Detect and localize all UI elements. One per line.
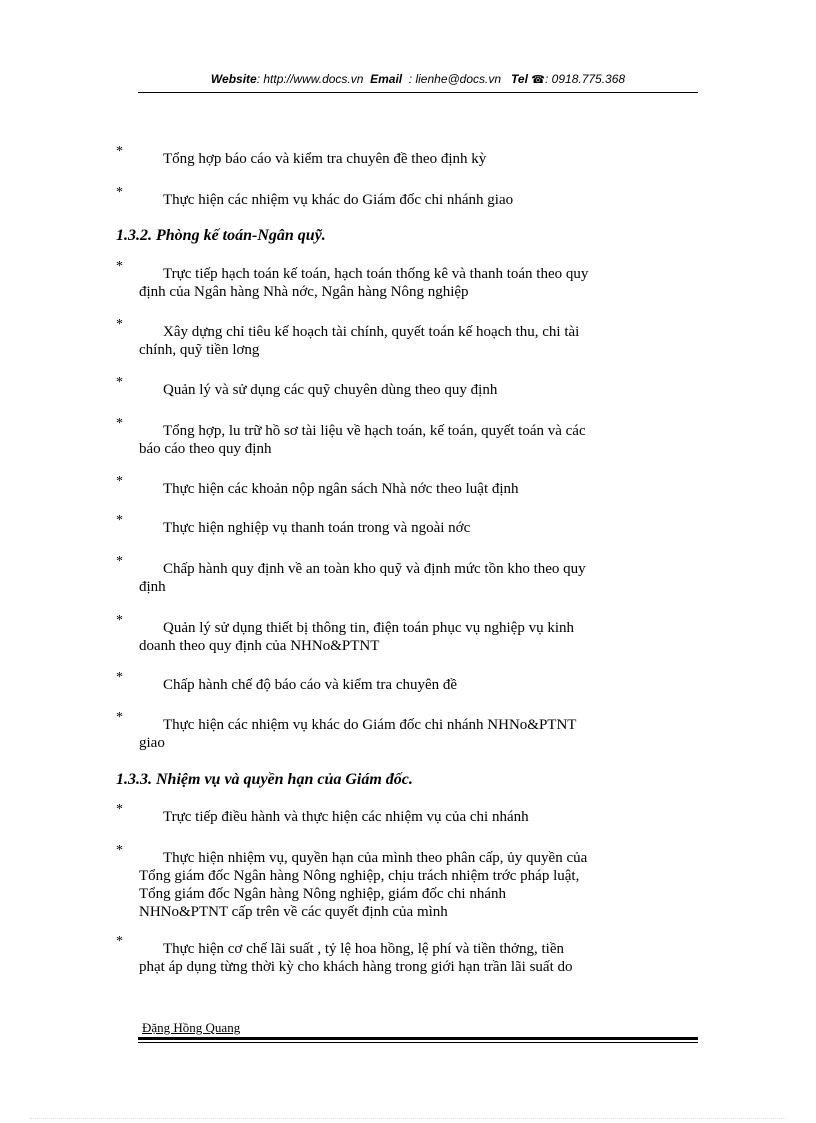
item-line: Quản lý sử dụng thiết bị thông tin, điện toán phục vụ nghiệp vụ kinh [163,620,575,636]
page-footer [138,1020,698,1043]
item-line: định của Ngân hàng Nhà nớc, Ngân hàng Nông nghiệp [139,284,469,300]
website-value: : http://www.docs.vn [256,72,364,86]
list-item [116,710,696,752]
tel-value: : 0918.775.368 [545,72,626,86]
list-item [116,185,696,209]
bullet-icon: * [116,934,123,949]
item-line: Tổng giám đốc Ngân hàng Nông nghiệp, giám đốc chi nhánh [139,886,507,902]
item-line: định [139,579,166,595]
item-line: Thực hiện cơ chế lãi suất , tỷ lệ hoa hồng, lệ phí và tiền thởng, tiền [163,941,564,957]
list-item [116,554,696,596]
item-line: phạt áp dụng từng thời kỳ cho khách hàng trong giới hạn trần lãi suất do [139,959,573,975]
item-line: Thực hiện các khoản nộp ngân sách Nhà nớc theo luật định [163,481,519,497]
list-item [116,513,696,537]
item-line: Xây dựng chỉ tiêu kế hoạch tài chính, quyết toán kế hoạch thu, chi tài [163,324,580,340]
tel-label: Tel [511,72,528,86]
item-line: giao [139,735,165,751]
bullet-icon: * [116,710,123,725]
item-line: Tổng hợp, lu trữ hồ sơ tài liệu về hạch toán, kế toán, quyết toán và các [163,423,586,439]
item-text: Thực hiện các nhiệm vụ khác do Giám đốc chi nhánh giao [163,192,514,208]
bullet-icon: * [116,843,123,858]
bullet-icon: * [116,613,123,628]
item-line: Thực hiện các nhiệm vụ khác do Giám đốc chi nhánh NHNo&PTNT [163,717,577,733]
item-line: Thực hiện nghiệp vụ thanh toán trong và ngoài nớc [163,520,471,536]
section-heading-132: 1.3.2. Phòng kế toán-Ngân quỹ. [116,227,326,244]
bullet-icon: * [116,802,123,817]
website-label: Website [210,72,257,86]
email-value: : lienhe@docs.vn [408,72,502,86]
list-item [116,802,696,826]
section-heading-133: 1.3.3. Nhiệm vụ và quyền hạn của Giám đốc. [116,771,413,788]
bullet-icon: * [116,416,123,431]
list-item [116,843,696,921]
list-item [116,317,696,359]
list-item [116,375,696,399]
item-line: Trực tiếp điều hành và thực hiện các nhiệm vụ của chi nhánh [163,809,529,825]
list-item [116,259,696,301]
item-line: Chấp hành chế độ báo cáo và kiểm tra chuyên đề [163,677,458,693]
item-text: Tổng hợp báo cáo và kiểm tra chuyên đề theo định kỳ [163,151,487,167]
list-item [116,670,696,694]
item-line: NHNo&PTNT cấp trên về các quyết định của mình [139,904,448,920]
list-item [116,144,696,168]
list-item [116,474,696,498]
footer-rule-thick [138,1037,698,1040]
page-header [138,70,698,93]
author-name: Đặng Hồng Quang [142,1020,241,1035]
bullet-icon: * [116,474,123,489]
list-item [116,934,696,976]
phone-icon: ☎ [531,74,545,86]
bullet-icon: * [116,317,123,332]
item-line: chính, quỹ tiền lơng [139,342,260,358]
page-edge-divider [30,1118,786,1119]
item-line: Trực tiếp hạch toán kế toán, hạch toán thống kê và thanh toán theo quy [163,266,589,282]
item-line: Tổng giám đốc Ngân hàng Nông nghiệp, chịu trách nhiệm trớc pháp luật, [139,868,580,884]
bullet-icon: * [116,375,123,390]
item-line: báo cáo theo quy định [139,441,272,457]
bullet-icon: * [116,185,123,200]
list-item [116,613,696,655]
list-item [116,416,696,458]
item-line: Thực hiện nhiệm vụ, quyền hạn của mình theo phân cấp, ủy quyền của [163,850,588,866]
bullet-icon: * [116,554,123,569]
bullet-icon: * [116,670,123,685]
email-label: Email [370,72,403,86]
footer-rule-thin [138,1042,698,1043]
bullet-icon: * [116,144,123,159]
item-line: doanh theo quy định của NHNo&PTNT [139,638,380,654]
bullet-icon: * [116,513,123,528]
item-line: Chấp hành quy định về an toàn kho quỹ và định mức tồn kho theo quy [163,561,586,577]
item-line: Quản lý và sử dụng các quỹ chuyên dùng theo quy định [163,382,498,398]
bullet-icon: * [116,259,123,274]
